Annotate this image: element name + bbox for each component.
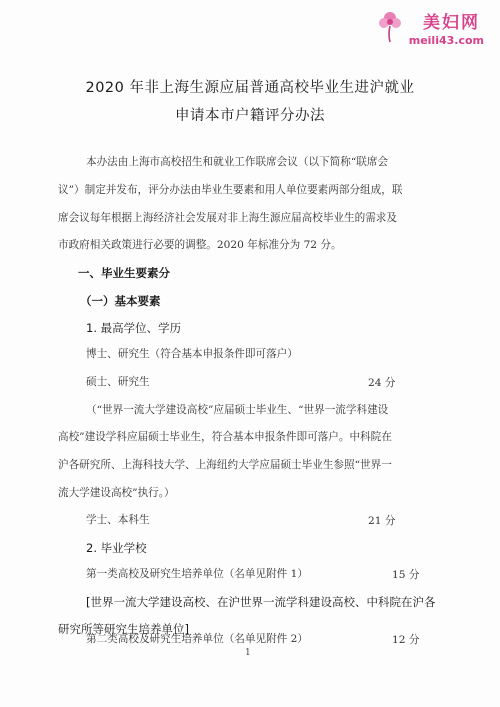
section-heading: 一、毕业生要素分 [78, 266, 170, 280]
watermark [376, 8, 486, 52]
school1-label: 第一类高校及研究生培养单位（名单见附件 1） [86, 568, 308, 580]
master-note-line: 沪各研究所、上海科技大学、上海纽约大学应届硕士毕业生参照“世界一 [58, 459, 392, 471]
doc-title-line2: 申请本市户籍评分办法 [175, 108, 325, 124]
doctor-line: 博士、研究生（符合基本申报条件即可落户） [86, 348, 298, 360]
watermark-title: 美妇网 [423, 13, 480, 33]
doc-title-line1: 2020 年非上海生源应届普通高校毕业生进沪就业 [85, 80, 415, 96]
intro-line: 本办法由上海市高校招生和就业工作联席会议（以下简称“联席会 [86, 156, 389, 168]
school1-note-line: [世界一流大学建设高校、在沪世界一流学科建设高校、中科院在沪各 [86, 595, 436, 609]
subsection-heading: （一）基本要素 [80, 294, 161, 308]
master-note-line: 流大学建设高校”执行。） [58, 487, 175, 499]
school2-label: 第二类高校及研究生培养单位（名单见附件 2） [86, 633, 308, 645]
item-heading: 2. 毕业学校 [86, 541, 147, 555]
master-label: 硕士、研究生 [86, 376, 150, 388]
master-score: 24 分 [368, 377, 396, 389]
intro-line: 席会议每年根据上海经济社会发展对非上海生源应届高校毕业生的需求及 [58, 212, 397, 224]
master-note-line: （“世界一流大学建设高校”应届硕士毕业生、“世界一流学科建设 [86, 404, 389, 416]
item-heading: 1. 最高学位、学历 [86, 321, 182, 335]
school2-score: 12 分 [392, 634, 420, 646]
page-number: 1 [245, 648, 251, 658]
intro-line: 议”）制定并发布，评分办法由毕业生要素和用人单位要素两部分组成，联 [58, 184, 403, 196]
watermark-url: meili43.com [408, 34, 484, 47]
school1-note-line: 研究所等研究生培养单位] [58, 622, 189, 636]
master-note-line: 高校”建设学科应届硕士毕业生，符合基本申报条件即可落户。中科院在 [58, 431, 392, 443]
bachelor-score: 21 分 [368, 515, 396, 527]
flower-logo-icon [376, 8, 404, 44]
school1-score: 15 分 [392, 569, 420, 581]
bachelor-label: 学士、本科生 [86, 514, 150, 526]
intro-line: 市政府相关政策进行必要的调整。2020 年标准分为 72 分。 [58, 239, 342, 251]
